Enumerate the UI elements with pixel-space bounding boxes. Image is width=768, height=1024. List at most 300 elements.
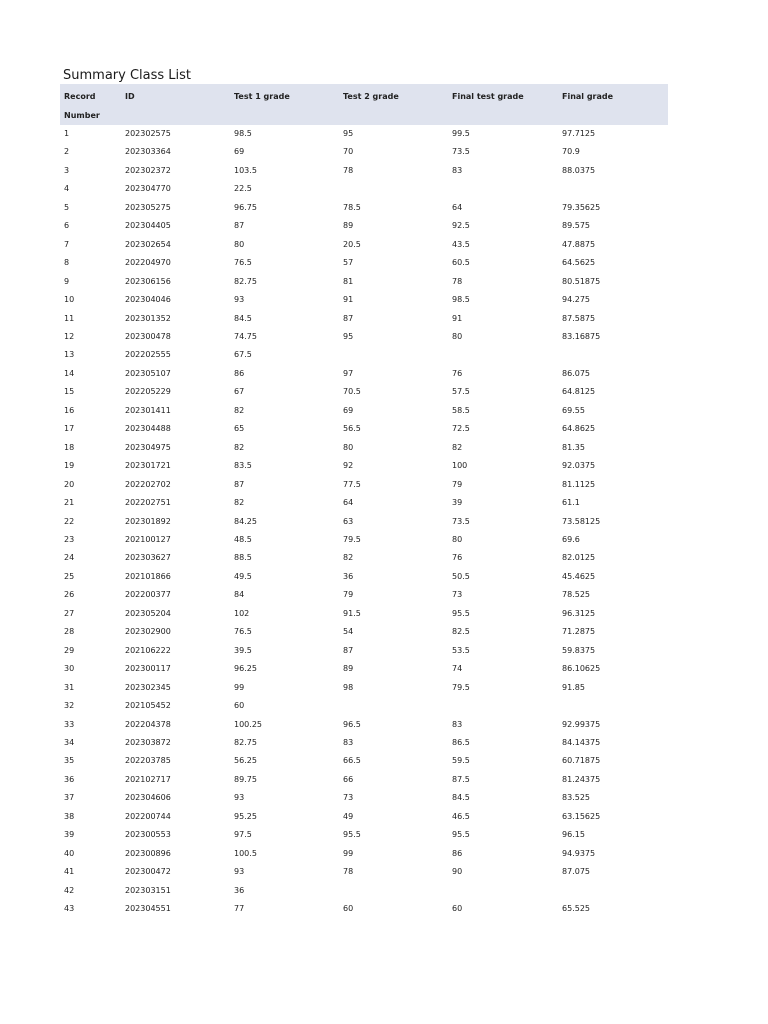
cell-test2-grade: 66	[343, 774, 354, 784]
cell-final-test-grade: 73.5	[452, 516, 470, 526]
cell-final-grade: 81.24375	[562, 774, 601, 784]
cell-id: 202301892	[125, 516, 171, 526]
cell-test2-grade: 79.5	[343, 534, 361, 544]
cell-final-test-grade: 95.5	[452, 608, 470, 618]
cell-id: 202300117	[125, 664, 171, 674]
cell-id: 202304606	[125, 793, 171, 803]
cell-final-grade: 84.14375	[562, 737, 601, 747]
cell-test1-grade: 86	[234, 368, 245, 378]
cell-test1-grade: 88.5	[234, 553, 252, 563]
cell-test1-grade: 100.25	[234, 719, 262, 729]
cell-record-number: 39	[64, 830, 75, 840]
cell-final-grade: 96.3125	[562, 608, 596, 618]
header-row	[60, 84, 668, 125]
cell-final-test-grade: 95.5	[452, 830, 470, 840]
cell-test1-grade: 67.5	[234, 350, 252, 360]
table-row	[60, 125, 668, 143]
cell-final-test-grade: 64	[452, 202, 463, 212]
table-row	[60, 439, 668, 457]
cell-id: 202202555	[125, 350, 171, 360]
cell-final-test-grade: 92.5	[452, 221, 470, 231]
cell-test1-grade: 93	[234, 867, 245, 877]
cell-record-number: 31	[64, 682, 75, 692]
cell-id: 202202702	[125, 479, 171, 489]
cell-final-test-grade: 72.5	[452, 424, 470, 434]
cell-test1-grade: 99	[234, 682, 245, 692]
cell-record-number: 13	[64, 350, 75, 360]
cell-record-number: 24	[64, 553, 75, 563]
cell-final-test-grade: 73	[452, 590, 463, 600]
table-row	[60, 826, 668, 844]
cell-test2-grade: 49	[343, 811, 354, 821]
cell-record-number: 25	[64, 571, 75, 581]
cell-record-number: 30	[64, 664, 75, 674]
cell-test1-grade: 100.5	[234, 848, 257, 858]
table-row	[60, 346, 668, 364]
cell-test1-grade: 96.25	[234, 664, 257, 674]
cell-test2-grade: 20.5	[343, 239, 361, 249]
cell-final-grade: 83.16875	[562, 331, 601, 341]
cell-record-number: 40	[64, 848, 75, 858]
cell-id: 202300553	[125, 830, 171, 840]
cell-test1-grade: 76.5	[234, 258, 252, 268]
cell-final-test-grade: 87.5	[452, 774, 470, 784]
cell-final-grade: 86.10625	[562, 664, 601, 674]
cell-record-number: 16	[64, 405, 75, 415]
cell-final-test-grade: 82	[452, 442, 463, 452]
cell-final-test-grade: 78	[452, 276, 463, 286]
cell-test2-grade: 57	[343, 258, 354, 268]
cell-record-number: 11	[64, 313, 75, 323]
cell-test2-grade: 87	[343, 645, 354, 655]
cell-id: 202300478	[125, 331, 171, 341]
cell-test2-grade: 96.5	[343, 719, 361, 729]
cell-record-number: 12	[64, 331, 75, 341]
table-row	[60, 143, 668, 161]
cell-final-test-grade: 39	[452, 498, 463, 508]
cell-test2-grade: 82	[343, 553, 354, 563]
cell-record-number: 14	[64, 368, 75, 378]
cell-test1-grade: 39.5	[234, 645, 252, 655]
cell-final-grade	[558, 697, 668, 715]
cell-record-number: 42	[64, 885, 75, 895]
cell-test2-grade: 95	[343, 129, 354, 138]
cell-final-grade: 78.525	[562, 590, 590, 600]
cell-final-grade: 65.525	[562, 904, 590, 914]
cell-final-grade: 87.075	[562, 867, 590, 877]
cell-final-grade: 81.1125	[562, 479, 596, 489]
cell-final-test-grade: 84.5	[452, 793, 470, 803]
cell-test2-grade: 64	[343, 498, 354, 508]
cell-id: 202305275	[125, 202, 171, 212]
header-record-line2: Number	[64, 110, 100, 120]
cell-id: 202204970	[125, 258, 171, 268]
cell-test2-grade: 73	[343, 793, 354, 803]
cell-record-number: 1	[64, 129, 70, 138]
header-final-test-grade: Final test grade	[452, 92, 524, 101]
cell-final-grade: 70.9	[562, 147, 580, 157]
cell-id: 202303364	[125, 147, 171, 157]
table-row	[60, 900, 668, 918]
table-row	[60, 180, 668, 198]
cell-test2-grade: 99	[343, 848, 354, 858]
cell-id: 202205229	[125, 387, 171, 397]
cell-id: 202101866	[125, 571, 171, 581]
cell-final-test-grade: 83	[452, 165, 463, 175]
cell-record-number: 36	[64, 774, 75, 784]
cell-test2-grade: 91.5	[343, 608, 361, 618]
cell-record-number: 17	[64, 424, 75, 434]
cell-final-test-grade: 57.5	[452, 387, 470, 397]
cell-test1-grade: 93	[234, 295, 245, 305]
cell-test1-grade: 60	[234, 701, 245, 711]
cell-id: 202304551	[125, 904, 171, 914]
cell-id: 202303872	[125, 737, 171, 747]
cell-final-grade: 88.0375	[562, 165, 596, 175]
cell-final-test-grade	[448, 882, 558, 900]
cell-final-test-grade: 98.5	[452, 295, 470, 305]
table-header	[60, 84, 668, 125]
cell-id: 202100127	[125, 534, 171, 544]
cell-final-test-grade: 46.5	[452, 811, 470, 821]
table-body	[60, 125, 668, 918]
cell-test2-grade: 54	[343, 627, 354, 637]
cell-test2-grade: 60	[343, 904, 354, 914]
cell-test2-grade: 91	[343, 295, 354, 305]
cell-test2-grade: 92	[343, 461, 354, 471]
cell-test1-grade: 77	[234, 904, 245, 914]
table-row	[60, 789, 668, 807]
cell-test2-grade: 89	[343, 221, 354, 231]
cell-final-grade: 63.15625	[562, 811, 601, 821]
table-row	[60, 254, 668, 272]
cell-record-number: 4	[64, 184, 70, 194]
cell-test1-grade: 56.25	[234, 756, 257, 766]
cell-id: 202306156	[125, 276, 171, 286]
cell-test2-grade: 66.5	[343, 756, 361, 766]
cell-test2-grade: 70	[343, 147, 354, 157]
cell-id: 202304770	[125, 184, 171, 194]
cell-final-grade: 64.5625	[562, 258, 596, 268]
cell-final-test-grade: 82.5	[452, 627, 470, 637]
cell-test1-grade: 65	[234, 424, 245, 434]
cell-test1-grade: 36	[234, 885, 245, 895]
cell-test2-grade	[339, 346, 448, 364]
cell-id: 202301721	[125, 461, 171, 471]
cell-final-grade: 83.525	[562, 793, 590, 803]
cell-final-test-grade: 76	[452, 368, 463, 378]
cell-final-grade: 86.075	[562, 368, 590, 378]
header-test1-grade: Test 1 grade	[234, 92, 290, 101]
cell-final-test-grade: 79.5	[452, 682, 470, 692]
cell-test2-grade: 97	[343, 368, 354, 378]
cell-test1-grade: 49.5	[234, 571, 252, 581]
cell-test1-grade: 48.5	[234, 534, 252, 544]
cell-record-number: 15	[64, 387, 75, 397]
header-final-grade: Final grade	[562, 92, 614, 101]
cell-final-test-grade	[448, 346, 558, 364]
cell-final-grade	[558, 882, 668, 900]
table-row	[60, 513, 668, 531]
cell-final-test-grade: 43.5	[452, 239, 470, 249]
table-row	[60, 845, 668, 863]
table-row	[60, 882, 668, 900]
cell-final-test-grade	[448, 180, 558, 198]
cell-final-test-grade: 60	[452, 904, 463, 914]
cell-test2-grade: 95.5	[343, 830, 361, 840]
cell-id: 202304405	[125, 221, 171, 231]
cell-id: 202304488	[125, 424, 171, 434]
table-row	[60, 660, 668, 678]
cell-final-test-grade: 83	[452, 719, 463, 729]
cell-test2-grade: 95	[343, 331, 354, 341]
cell-final-test-grade: 86.5	[452, 737, 470, 747]
cell-test2-grade: 87	[343, 313, 354, 323]
cell-test2-grade	[339, 180, 448, 198]
table-row	[60, 863, 668, 881]
cell-test1-grade: 74.75	[234, 331, 257, 341]
table-row	[60, 476, 668, 494]
cell-test2-grade: 63	[343, 516, 354, 526]
cell-final-grade: 64.8125	[562, 387, 596, 397]
cell-test1-grade: 96.75	[234, 202, 257, 212]
cell-test2-grade: 78.5	[343, 202, 361, 212]
cell-final-test-grade: 50.5	[452, 571, 470, 581]
header-test2-grade: Test 2 grade	[343, 92, 399, 101]
cell-final-grade: 47.8875	[562, 239, 596, 249]
cell-final-test-grade: 74	[452, 664, 463, 674]
table-row	[60, 162, 668, 180]
cell-test1-grade: 67	[234, 387, 245, 397]
table-row	[60, 549, 668, 567]
cell-test1-grade: 80	[234, 239, 245, 249]
cell-test2-grade: 56.5	[343, 424, 361, 434]
cell-record-number: 23	[64, 534, 75, 544]
cell-test1-grade: 98.5	[234, 129, 252, 138]
table-row	[60, 402, 668, 420]
cell-record-number: 34	[64, 737, 75, 747]
cell-final-grade: 60.71875	[562, 756, 601, 766]
table-row	[60, 494, 668, 512]
cell-record-number: 37	[64, 793, 75, 803]
cell-final-test-grade: 80	[452, 331, 463, 341]
cell-record-number: 19	[64, 461, 75, 471]
cell-id: 202304046	[125, 295, 171, 305]
cell-id: 202303151	[125, 885, 171, 895]
cell-test2-grade: 89	[343, 664, 354, 674]
cell-record-number: 38	[64, 811, 75, 821]
cell-final-grade: 73.58125	[562, 516, 601, 526]
cell-record-number: 32	[64, 701, 75, 711]
cell-test1-grade: 82	[234, 442, 245, 452]
table-row	[60, 531, 668, 549]
cell-final-grade: 92.99375	[562, 719, 601, 729]
cell-test1-grade: 103.5	[234, 165, 257, 175]
cell-test2-grade: 81	[343, 276, 354, 286]
cell-test1-grade: 82.75	[234, 276, 257, 286]
cell-id: 202203785	[125, 756, 171, 766]
table-row	[60, 623, 668, 641]
cell-final-test-grade: 73.5	[452, 147, 470, 157]
cell-test1-grade: 69	[234, 147, 245, 157]
cell-final-test-grade: 79	[452, 479, 463, 489]
table-row	[60, 273, 668, 291]
cell-test1-grade: 82	[234, 405, 245, 415]
cell-final-test-grade: 59.5	[452, 756, 470, 766]
cell-final-grade: 81.35	[562, 442, 585, 452]
cell-final-grade	[558, 346, 668, 364]
cell-test1-grade: 76.5	[234, 627, 252, 637]
cell-test2-grade	[339, 882, 448, 900]
cell-test1-grade: 82	[234, 498, 245, 508]
cell-final-grade: 45.4625	[562, 571, 596, 581]
cell-final-grade: 59.8375	[562, 645, 596, 655]
table-row	[60, 568, 668, 586]
header-id: ID	[125, 92, 135, 101]
cell-record-number: 29	[64, 645, 75, 655]
cell-test2-grade: 98	[343, 682, 354, 692]
table-row	[60, 771, 668, 789]
cell-final-grade: 64.8625	[562, 424, 596, 434]
cell-test2-grade: 36	[343, 571, 354, 581]
cell-record-number: 22	[64, 516, 75, 526]
cell-id: 202102717	[125, 774, 171, 784]
cell-test2-grade: 69	[343, 405, 354, 415]
cell-record-number: 9	[64, 276, 70, 286]
cell-test1-grade: 84.25	[234, 516, 257, 526]
header-record-number	[60, 84, 121, 125]
table-row	[60, 365, 668, 383]
cell-id: 202202751	[125, 498, 171, 508]
cell-record-number: 21	[64, 498, 75, 508]
cell-test1-grade: 102	[234, 608, 250, 618]
table-row	[60, 605, 668, 623]
cell-test1-grade: 84	[234, 590, 245, 600]
cell-record-number: 7	[64, 239, 70, 249]
cell-test2-grade	[339, 697, 448, 715]
cell-record-number: 28	[64, 627, 75, 637]
cell-final-grade: 79.35625	[562, 202, 601, 212]
cell-id: 202204378	[125, 719, 171, 729]
cell-id: 202305107	[125, 368, 171, 378]
cell-id: 202301411	[125, 405, 171, 415]
cell-id: 202302900	[125, 627, 171, 637]
table-row	[60, 310, 668, 328]
cell-record-number: 18	[64, 442, 75, 452]
header-record-line1: Record	[64, 92, 96, 101]
cell-test1-grade: 93	[234, 793, 245, 803]
cell-id: 202302372	[125, 165, 171, 175]
cell-record-number: 26	[64, 590, 75, 600]
cell-final-grade: 69.55	[562, 405, 585, 415]
cell-record-number: 2	[64, 147, 70, 157]
cell-test1-grade: 97.5	[234, 830, 252, 840]
cell-test1-grade: 89.75	[234, 774, 257, 784]
cell-final-grade: 91.85	[562, 682, 585, 692]
cell-final-test-grade: 86	[452, 848, 463, 858]
table-row	[60, 457, 668, 475]
cell-test1-grade: 84.5	[234, 313, 252, 323]
table-row	[60, 586, 668, 604]
cell-id: 202305204	[125, 608, 171, 618]
cell-test1-grade: 82.75	[234, 737, 257, 747]
cell-final-grade: 94.275	[562, 295, 590, 305]
cell-final-grade: 94.9375	[562, 848, 596, 858]
cell-final-test-grade: 100	[452, 461, 468, 471]
cell-final-grade: 71.2875	[562, 627, 596, 637]
cell-test1-grade: 22.5	[234, 184, 252, 194]
table-row	[60, 808, 668, 826]
cell-test2-grade: 79	[343, 590, 354, 600]
cell-final-grade: 96.15	[562, 830, 585, 840]
cell-final-test-grade: 76	[452, 553, 463, 563]
cell-test2-grade: 70.5	[343, 387, 361, 397]
table-row	[60, 383, 668, 401]
cell-test1-grade: 87	[234, 221, 245, 231]
table-row	[60, 291, 668, 309]
cell-id: 202300896	[125, 848, 171, 858]
cell-final-grade: 92.0375	[562, 461, 596, 471]
table-row	[60, 217, 668, 235]
cell-record-number: 43	[64, 904, 75, 914]
table-row	[60, 697, 668, 715]
cell-id: 202301352	[125, 313, 171, 323]
cell-test2-grade: 77.5	[343, 479, 361, 489]
cell-final-test-grade: 53.5	[452, 645, 470, 655]
cell-final-test-grade: 80	[452, 534, 463, 544]
cell-id: 202300472	[125, 867, 171, 877]
table-row	[60, 236, 668, 254]
cell-test2-grade: 83	[343, 737, 354, 747]
cell-test2-grade: 78	[343, 867, 354, 877]
cell-id: 202106222	[125, 645, 171, 655]
cell-final-test-grade	[448, 697, 558, 715]
cell-final-test-grade: 60.5	[452, 258, 470, 268]
cell-final-grade: 80.51875	[562, 276, 601, 286]
table-row	[60, 328, 668, 346]
cell-id: 202200744	[125, 811, 171, 821]
cell-final-test-grade: 90	[452, 867, 463, 877]
table-row	[60, 752, 668, 770]
cell-record-number: 20	[64, 479, 75, 489]
cell-id: 202105452	[125, 701, 171, 711]
cell-record-number: 41	[64, 867, 75, 877]
cell-id: 202302575	[125, 129, 171, 138]
cell-record-number: 35	[64, 756, 75, 766]
summary-class-table	[60, 84, 668, 918]
cell-final-test-grade: 99.5	[452, 129, 470, 138]
cell-id: 202302654	[125, 239, 171, 249]
cell-test1-grade: 95.25	[234, 811, 257, 821]
table-row	[60, 420, 668, 438]
cell-id: 202304975	[125, 442, 171, 452]
table-row	[60, 199, 668, 217]
cell-final-grade	[558, 180, 668, 198]
page-title: Summary Class List	[63, 68, 192, 83]
cell-test2-grade: 78	[343, 165, 354, 175]
cell-test2-grade: 80	[343, 442, 354, 452]
cell-final-grade: 87.5875	[562, 313, 596, 323]
cell-id: 202302345	[125, 682, 171, 692]
cell-final-grade: 69.6	[562, 534, 580, 544]
cell-final-grade: 82.0125	[562, 553, 596, 563]
cell-record-number: 3	[64, 165, 70, 175]
cell-final-grade: 89.575	[562, 221, 590, 231]
cell-test1-grade: 87	[234, 479, 245, 489]
cell-final-grade: 61.1	[562, 498, 580, 508]
cell-final-test-grade: 58.5	[452, 405, 470, 415]
cell-record-number: 6	[64, 221, 70, 231]
